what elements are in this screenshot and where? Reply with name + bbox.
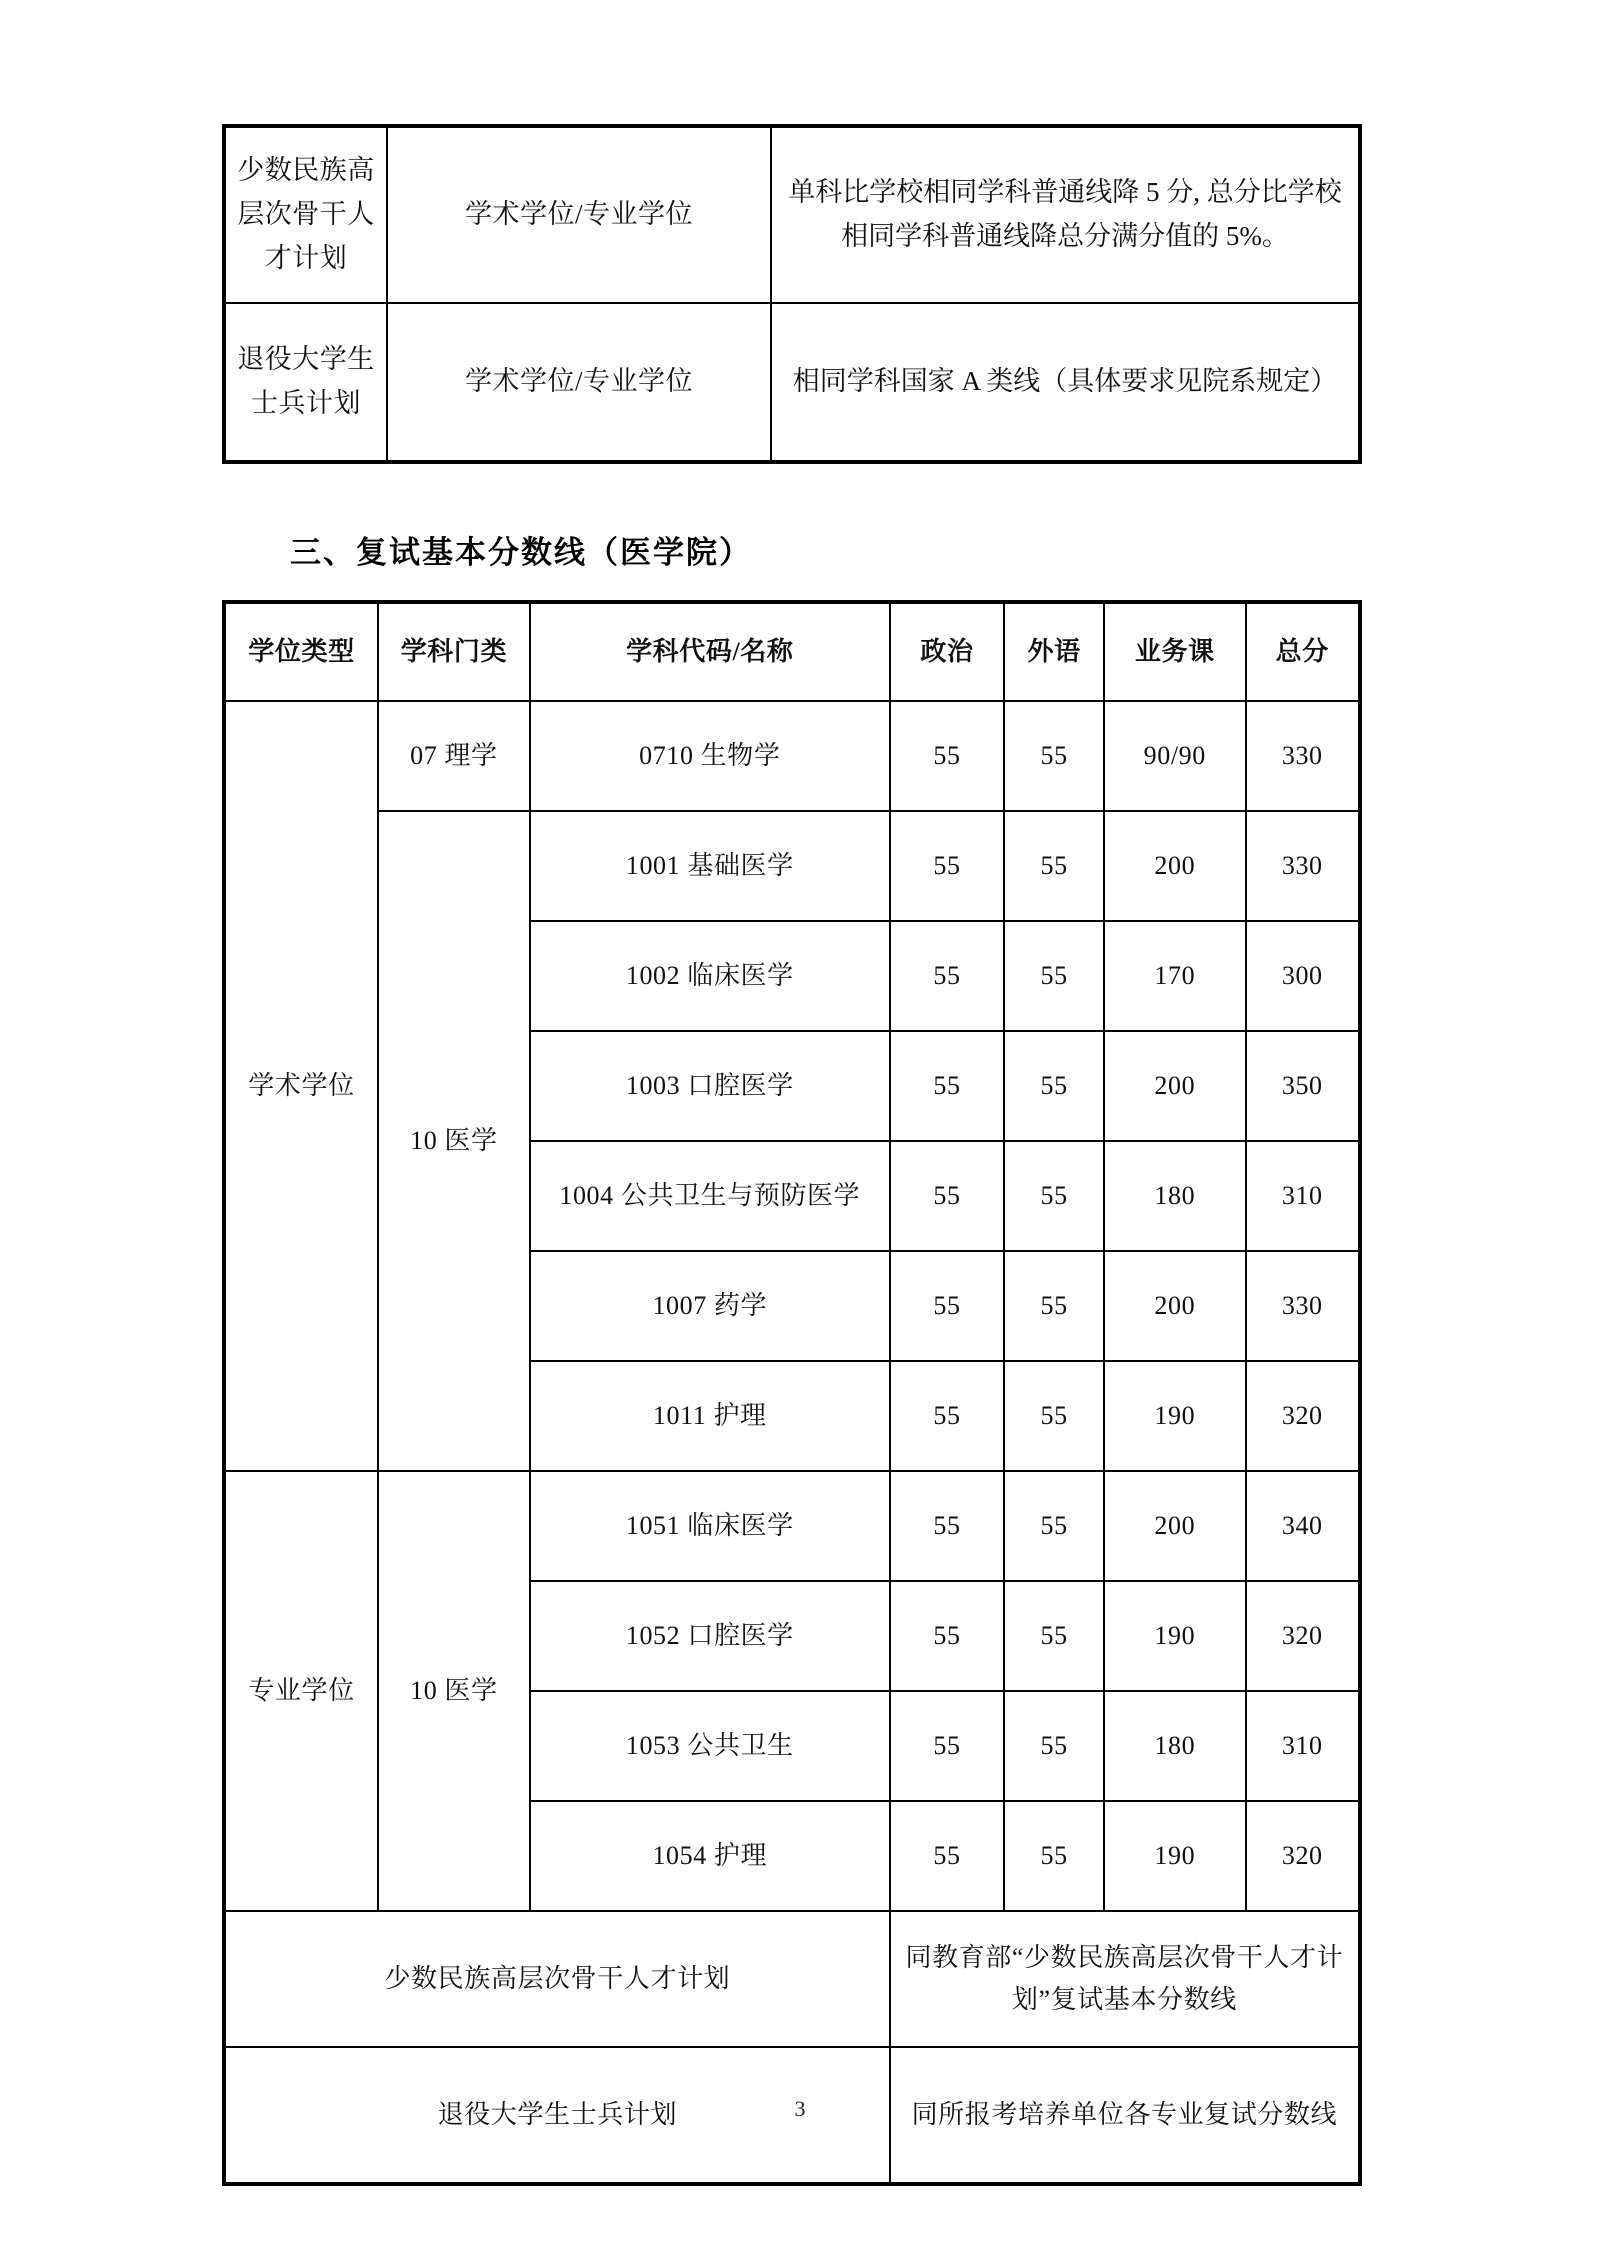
note-program-description: 同所报考培养单位各专业复试分数线 <box>890 2047 1360 2184</box>
total-score-cell: 350 <box>1246 1031 1360 1141</box>
field-category-cell: 07 理学 <box>378 701 530 811</box>
politics-score-cell: 55 <box>890 701 1004 811</box>
column-header-total: 总分 <box>1246 602 1360 701</box>
subject-cell: 1007 药学 <box>530 1251 890 1361</box>
page-number: 3 <box>794 2096 806 2121</box>
subject-cell: 1052 口腔医学 <box>530 1581 890 1691</box>
subject-cell: 1053 公共卫生 <box>530 1691 890 1801</box>
total-score-cell: 330 <box>1246 811 1360 921</box>
field-category-cell: 10 医学 <box>378 1471 530 1911</box>
special-programs-table <box>222 124 1362 464</box>
special-programs-table-container <box>222 124 1362 464</box>
foreign-score-cell: 55 <box>1004 1691 1104 1801</box>
subject-cell: 1011 护理 <box>530 1361 890 1471</box>
column-header-subject: 学科代码/名称 <box>530 602 890 701</box>
program-name-cell: 少数民族高层次骨干人才计划 <box>224 126 387 303</box>
total-score-cell: 310 <box>1246 1141 1360 1251</box>
table-row <box>224 126 1360 303</box>
degree-type-cell: 学术学位 <box>224 701 378 1471</box>
politics-score-cell: 55 <box>890 1251 1004 1361</box>
program-requirement-cell: 相同学科国家 A 类线（具体要求见院系规定） <box>771 303 1360 462</box>
politics-score-cell: 55 <box>890 1361 1004 1471</box>
program-requirement-cell: 单科比学校相同学科普通线降 5 分, 总分比学校相同学科普通线降总分满分值的 5%。 <box>771 126 1360 303</box>
field-category-cell: 10 医学 <box>378 811 530 1471</box>
total-score-cell: 330 <box>1246 1251 1360 1361</box>
politics-score-cell: 55 <box>890 1031 1004 1141</box>
note-program-name: 少数民族高层次骨干人才计划 <box>224 1911 890 2047</box>
politics-score-cell: 55 <box>890 1691 1004 1801</box>
foreign-score-cell: 55 <box>1004 1581 1104 1691</box>
major-score-cell: 200 <box>1104 1031 1245 1141</box>
major-score-cell: 170 <box>1104 921 1245 1031</box>
column-header-degree-type: 学位类型 <box>224 602 378 701</box>
column-header-politics: 政治 <box>890 602 1004 701</box>
major-score-cell: 200 <box>1104 1471 1245 1581</box>
foreign-score-cell: 55 <box>1004 1031 1104 1141</box>
major-score-cell: 200 <box>1104 1251 1245 1361</box>
politics-score-cell: 55 <box>890 1801 1004 1911</box>
total-score-cell: 320 <box>1246 1801 1360 1911</box>
foreign-score-cell: 55 <box>1004 1251 1104 1361</box>
total-score-cell: 310 <box>1246 1691 1360 1801</box>
subject-cell: 1003 口腔医学 <box>530 1031 890 1141</box>
program-name-cell: 退役大学生士兵计划 <box>224 303 387 462</box>
foreign-score-cell: 55 <box>1004 811 1104 921</box>
major-score-cell: 190 <box>1104 1581 1245 1691</box>
foreign-score-cell: 55 <box>1004 1361 1104 1471</box>
score-table <box>222 600 1362 2186</box>
total-score-cell: 340 <box>1246 1471 1360 1581</box>
table-row <box>224 1911 1360 2047</box>
note-program-name: 退役大学生士兵计划 <box>224 2047 890 2184</box>
politics-score-cell: 55 <box>890 811 1004 921</box>
foreign-score-cell: 55 <box>1004 701 1104 811</box>
foreign-score-cell: 55 <box>1004 1801 1104 1911</box>
politics-score-cell: 55 <box>890 1581 1004 1691</box>
score-table-container <box>222 600 1362 2186</box>
table-row <box>224 303 1360 462</box>
subject-cell: 1002 临床医学 <box>530 921 890 1031</box>
foreign-score-cell: 55 <box>1004 921 1104 1031</box>
table-row <box>224 1471 1360 1581</box>
politics-score-cell: 55 <box>890 1141 1004 1251</box>
foreign-score-cell: 55 <box>1004 1141 1104 1251</box>
subject-cell: 1054 护理 <box>530 1801 890 1911</box>
table-row <box>224 811 1360 921</box>
major-score-cell: 190 <box>1104 1801 1245 1911</box>
foreign-score-cell: 55 <box>1004 1471 1104 1581</box>
note-program-description: 同教育部“少数民族高层次骨干人才计划”复试基本分数线 <box>890 1911 1360 2047</box>
section-heading: 三、复试基本分数线（医学院） <box>290 535 752 570</box>
major-score-cell: 190 <box>1104 1361 1245 1471</box>
politics-score-cell: 55 <box>890 1471 1004 1581</box>
subject-cell: 1051 临床医学 <box>530 1471 890 1581</box>
total-score-cell: 320 <box>1246 1581 1360 1691</box>
degree-type-cell: 专业学位 <box>224 1471 378 1911</box>
subject-cell: 1001 基础医学 <box>530 811 890 921</box>
major-score-cell: 180 <box>1104 1141 1245 1251</box>
program-degree-type-cell: 学术学位/专业学位 <box>387 126 771 303</box>
total-score-cell: 300 <box>1246 921 1360 1031</box>
politics-score-cell: 55 <box>890 921 1004 1031</box>
column-header-field-category: 学科门类 <box>378 602 530 701</box>
total-score-cell: 330 <box>1246 701 1360 811</box>
major-score-cell: 200 <box>1104 811 1245 921</box>
program-degree-type-cell: 学术学位/专业学位 <box>387 303 771 462</box>
column-header-foreign-language: 外语 <box>1004 602 1104 701</box>
subject-cell: 1004 公共卫生与预防医学 <box>530 1141 890 1251</box>
major-score-cell: 90/90 <box>1104 701 1245 811</box>
column-header-major-course: 业务课 <box>1104 602 1245 701</box>
major-score-cell: 180 <box>1104 1691 1245 1801</box>
score-table-header-row <box>224 602 1360 701</box>
total-score-cell: 320 <box>1246 1361 1360 1471</box>
table-row <box>224 701 1360 811</box>
subject-cell: 0710 生物学 <box>530 701 890 811</box>
